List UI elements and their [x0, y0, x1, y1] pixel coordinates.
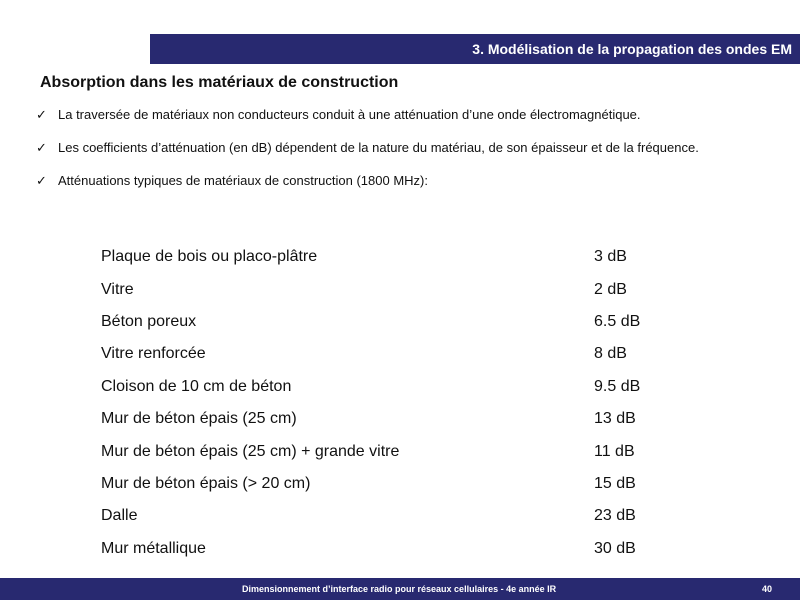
- material-name: Cloison de 10 cm de béton: [101, 377, 292, 395]
- section-title: 3. Modélisation de la propagation des ondes EM: [472, 41, 792, 57]
- footer-text: Dimensionnement d’interface radio pour réseaux cellulaires - 4e année IR: [242, 584, 557, 594]
- material-name: Dalle: [101, 507, 138, 525]
- material-name: Mur de béton épais (25 cm): [101, 410, 297, 428]
- table-row: [101, 241, 661, 273]
- attenuation-value: 11 dB: [594, 442, 635, 460]
- attenuation-value: 30 dB: [594, 539, 636, 557]
- page-number: 40: [762, 584, 773, 594]
- material-name: Mur de béton épais (25 cm) + grande vitre: [101, 442, 400, 460]
- attenuation-value: 13 dB: [594, 410, 636, 428]
- header-bar: [150, 34, 800, 64]
- bullet-item: [36, 164, 796, 197]
- table-row: [101, 533, 661, 565]
- bullet-list: [36, 98, 796, 197]
- bullet-item: [36, 131, 796, 164]
- bullet-text: La traversée de matériaux non conducteurs conduit à une atténuation d’une onde électromagnétique.: [58, 107, 641, 122]
- material-name: Vitre renforcée: [101, 345, 206, 363]
- table-row: [101, 306, 661, 338]
- material-name: Mur métallique: [101, 539, 206, 557]
- table-row: [101, 403, 661, 435]
- attenuation-value: 15 dB: [594, 474, 636, 492]
- attenuation-value: 6.5 dB: [594, 312, 641, 330]
- footer-bar: [0, 578, 800, 600]
- table-row: [101, 338, 661, 370]
- table-row: [101, 468, 661, 500]
- attenuation-value: 8 dB: [594, 345, 627, 363]
- check-icon: ✓: [36, 139, 47, 155]
- attenuation-value: 3 dB: [594, 248, 627, 266]
- attenuation-table: [101, 241, 661, 565]
- table-row: [101, 371, 661, 403]
- attenuation-value: 9.5 dB: [594, 377, 641, 395]
- attenuation-value: 2 dB: [594, 280, 627, 298]
- material-name: Béton poreux: [101, 312, 197, 330]
- material-name: Mur de béton épais (> 20 cm): [101, 474, 311, 492]
- bullet-text: Les coefficients d’atténuation (en dB) dépendent de la nature du matériau, de son épaisseur et de la fréquence.: [58, 140, 699, 155]
- table-row: [101, 435, 661, 467]
- material-name: Plaque de bois ou placo-plâtre: [101, 248, 318, 266]
- bullet-item: [36, 98, 796, 131]
- bullet-text: Atténuations typiques de matériaux de construction (1800 MHz):: [58, 173, 428, 188]
- table-row: [101, 273, 661, 305]
- material-name: Vitre: [101, 280, 134, 298]
- table-row: [101, 500, 661, 532]
- attenuation-value: 23 dB: [594, 507, 636, 525]
- check-icon: ✓: [36, 106, 47, 122]
- check-icon: ✓: [36, 172, 47, 188]
- slide-heading: Absorption dans les matériaux de construction: [40, 74, 399, 91]
